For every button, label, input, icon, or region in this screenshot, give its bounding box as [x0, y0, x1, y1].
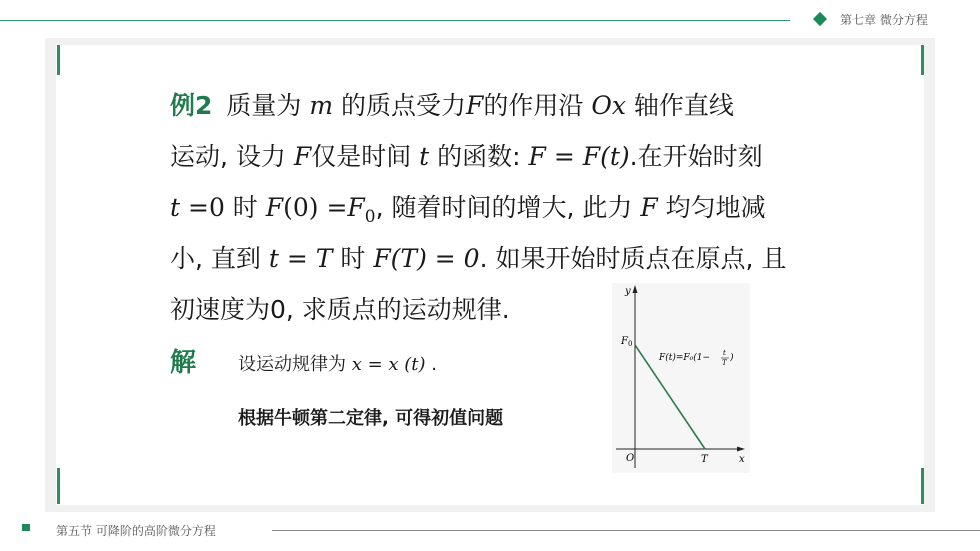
- section-title: 第五节 可降阶的高阶微分方程: [56, 524, 216, 538]
- math: F: [640, 193, 658, 222]
- curve-label: F(t)=F₀(1−: [659, 353, 711, 363]
- math: Ox: [591, 91, 626, 120]
- x-axis-arrow: [737, 447, 745, 452]
- math: x = x (t): [351, 354, 426, 375]
- subscript: 0: [364, 207, 376, 227]
- t-label: T: [701, 454, 708, 465]
- footer-rule: [272, 530, 980, 531]
- text: 小, 直到: [170, 244, 269, 273]
- solution-label: 解: [170, 348, 197, 378]
- problem-line: [170, 131, 850, 182]
- math: F: [347, 193, 365, 222]
- diamond-icon: [813, 12, 827, 26]
- math: F(T) = 0: [373, 244, 480, 273]
- chapter-title: 第七章 微分方程: [840, 13, 928, 27]
- curve-close: ): [730, 353, 734, 363]
- x-axis-label: x: [739, 454, 745, 465]
- corner-accent: [57, 468, 60, 504]
- example-label: 例2: [170, 91, 213, 120]
- text: .: [425, 354, 438, 375]
- problem-line: [170, 233, 850, 284]
- math: m: [309, 91, 334, 120]
- text: , 随着时间的增大, 此力: [375, 193, 641, 222]
- square-icon: [22, 524, 30, 531]
- text: 的质点受力: [333, 91, 467, 120]
- text: 运动, 设力: [170, 142, 294, 171]
- corner-accent: [921, 45, 924, 75]
- header-rule: [0, 20, 790, 21]
- math: (0) =: [283, 193, 348, 222]
- text: .在开始时刻: [629, 142, 763, 171]
- corner-accent: [57, 45, 60, 75]
- f0-letter: F: [621, 336, 628, 347]
- corner-accent: [921, 468, 924, 504]
- problem-line: [170, 80, 850, 131]
- y-axis-label: y: [625, 286, 631, 297]
- f0-label: [620, 336, 632, 348]
- text: 初速度为0, 求质点的运动规律.: [170, 295, 510, 324]
- text: 时: [332, 244, 374, 273]
- text: . 如果开始时质点在原点, 且: [479, 244, 787, 273]
- text: 的函数:: [429, 142, 529, 171]
- curve-frac-num: t: [723, 349, 726, 357]
- math: t: [419, 142, 430, 171]
- text: 的作用沿: [483, 91, 592, 120]
- math: F: [265, 193, 284, 222]
- text: 质量为: [226, 91, 310, 120]
- text: =0 时: [180, 193, 266, 222]
- f0-subscript: 0: [627, 340, 633, 348]
- text: 仅是时间: [311, 142, 420, 171]
- solution-line: 根据牛顿第二定律, 可得初值问题: [238, 408, 504, 429]
- force-graph: [612, 283, 750, 473]
- math: t: [170, 193, 181, 222]
- math: t = T: [268, 244, 333, 273]
- math: F: [466, 91, 484, 120]
- math: F = F(t): [528, 142, 630, 171]
- curve-frac-den: T: [722, 359, 727, 367]
- solution-line: [238, 350, 437, 376]
- y-axis-arrow: [633, 285, 638, 293]
- text: 均匀地减: [657, 193, 766, 222]
- text: 轴作直线: [625, 91, 734, 120]
- problem-line: [170, 182, 850, 233]
- origin-label: O: [626, 453, 635, 464]
- text: 设运动规律为: [238, 354, 352, 375]
- math: F: [293, 142, 312, 171]
